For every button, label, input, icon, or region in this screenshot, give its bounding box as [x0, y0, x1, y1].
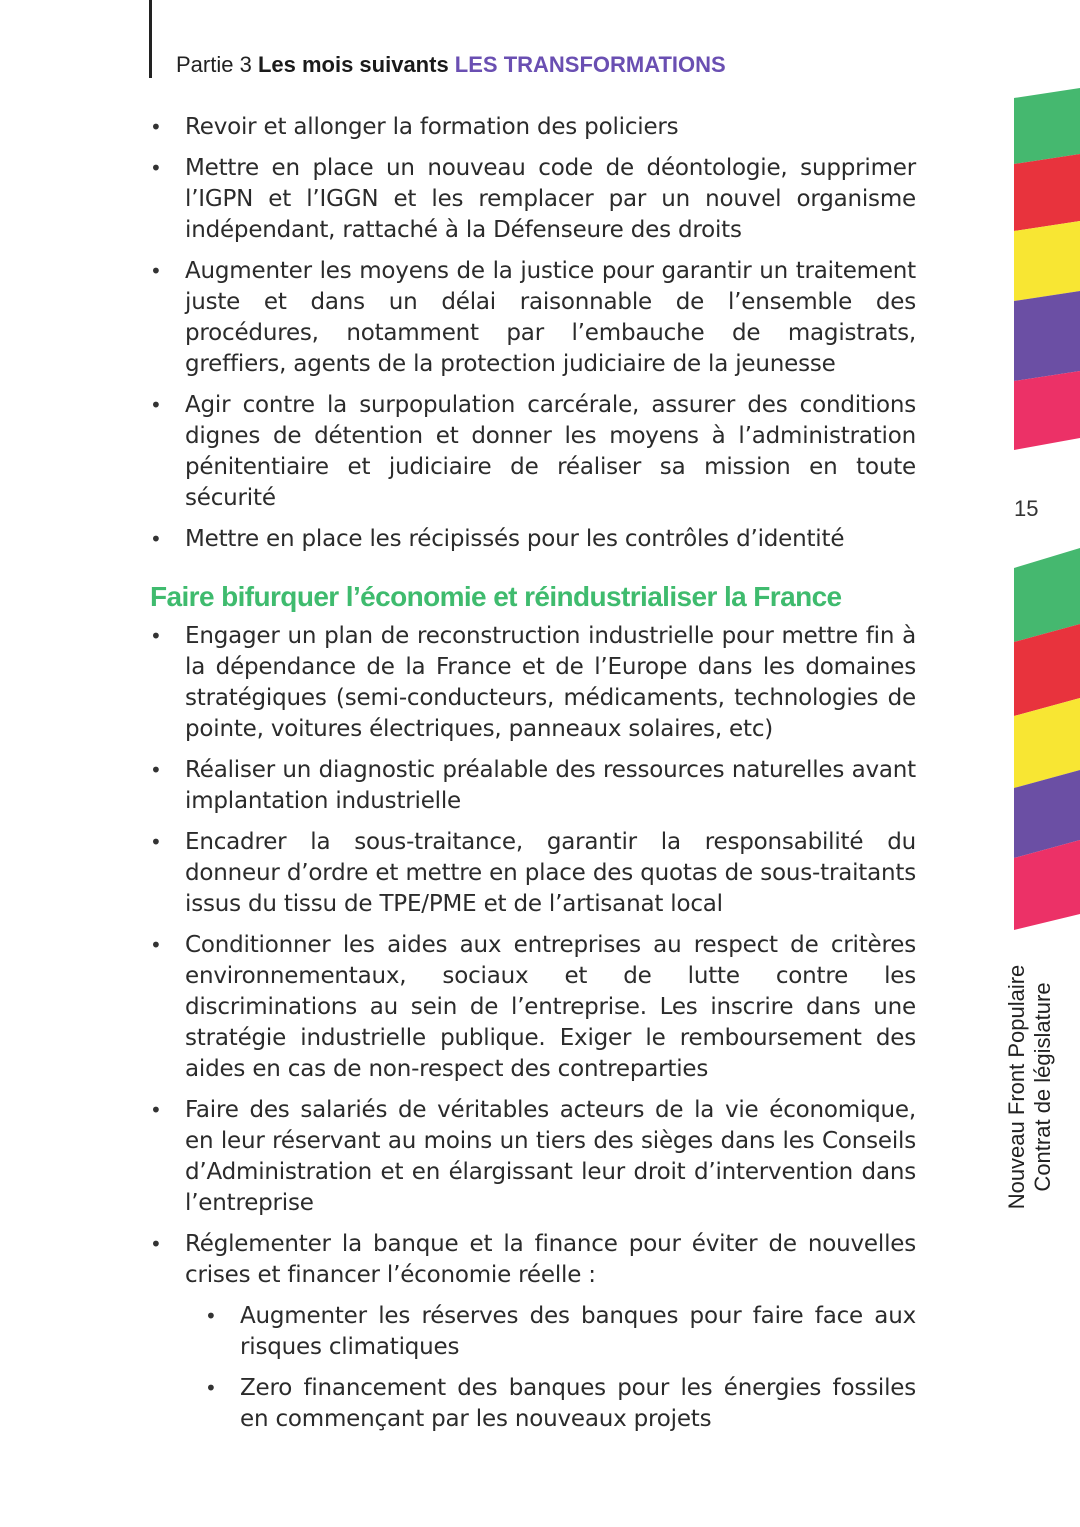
header-section: LES TRANSFORMATIONS [454, 52, 726, 77]
stripe-band-yellow [1014, 221, 1080, 301]
header-rule [149, 0, 152, 78]
list-item: • Engager un plan de reconstruction industrielle pour mettre fin à la dépendance de la France et de l’Europe dans les domaines stratégiques (semi-conducteurs, médicaments, technologies de pointe, voitures électriques, panneaux solaires, etc) [150, 621, 916, 745]
stripe-band-green [1014, 88, 1080, 164]
list-item: • Mettre en place les récipissés pour les contrôles d’identité [150, 524, 916, 555]
list-item: • Faire des salariés de véritables acteurs de la vie économique, en leur réservant au moins un tiers des sièges dans les Conseils d’Administration et en élargissant leur droit d’intervention dans l’entreprise [150, 1095, 916, 1219]
side-caption [1004, 952, 1056, 1222]
side-caption-line1: Nouveau Front Populaire [1004, 964, 1029, 1210]
header-part: Partie 3 [176, 52, 258, 77]
main-content [150, 112, 916, 1445]
list-item: • Agir contre la surpopulation carcérale, assurer des conditions dignes de détention et donner les moyens à l’administration pénitentiaire et judiciaire de réaliser sa mission en toute sécurité [150, 390, 916, 514]
sub-list-item: • Zero financement des banques pour les énergies fossiles en commençant par les nouveaux projets [185, 1373, 916, 1435]
list-item: • Mettre en place un nouveau code de déontologie, supprimer l’IGPN et l’IGGN et les remplacer par un nouvel organisme indépendant, rattaché à la Défenseure des droits [150, 153, 916, 246]
bullet-list-justice [150, 112, 916, 555]
list-item: • Conditionner les aides aux entreprises au respect de critères environnementaux, sociaux et de lutte contre les discriminations au sein de l’entreprise. Les inscrire dans une stratégie industrielle publique. Exiger le remboursement des aides en cas de non-respect des contreparties [150, 930, 916, 1085]
stripe-band-pink [1014, 371, 1080, 450]
list-item-text: Réglementer la banque et la finance pour éviter de nouvelles crises et financer l’économie réelle : [185, 1231, 916, 1288]
list-item: • Revoir et allonger la formation des policiers [150, 112, 916, 143]
side-caption-line2: Contrat de législature [1030, 982, 1055, 1192]
page-number: 15 [1014, 496, 1039, 521]
page-header [176, 52, 726, 78]
list-item-with-sublist [150, 1229, 916, 1435]
sub-bullet-list [185, 1301, 916, 1435]
list-item: • Augmenter les moyens de la justice pour garantir un traitement juste et dans un délai raisonnable de l’ensemble des procédures, notamment par l’embauche de magistrats, greffiers, agents de la protection judiciaire de la jeunesse [150, 256, 916, 380]
color-stripe-bottom [1014, 548, 1080, 932]
section-heading: Faire bifurquer l’économie et réindustrialiser la France [150, 581, 842, 612]
header-subtitle: Les mois suivants [257, 52, 455, 77]
stripe-band-red [1014, 154, 1080, 231]
color-stripe-top [1014, 88, 1080, 452]
list-item: • Encadrer la sous-traitance, garantir la responsabilité du donneur d’ordre et mettre en place des quotas de sous-traitants issus du tissu de TPE/PME et de l’artisanat local [150, 827, 916, 920]
list-item: • Réaliser un diagnostic préalable des ressources naturelles avant implantation industrielle [150, 755, 916, 817]
stripe-band-purple [1014, 291, 1080, 381]
bullet-list-economy [150, 621, 916, 1435]
sub-list-item: • Augmenter les réserves des banques pour faire face aux risques climatiques [185, 1301, 916, 1363]
